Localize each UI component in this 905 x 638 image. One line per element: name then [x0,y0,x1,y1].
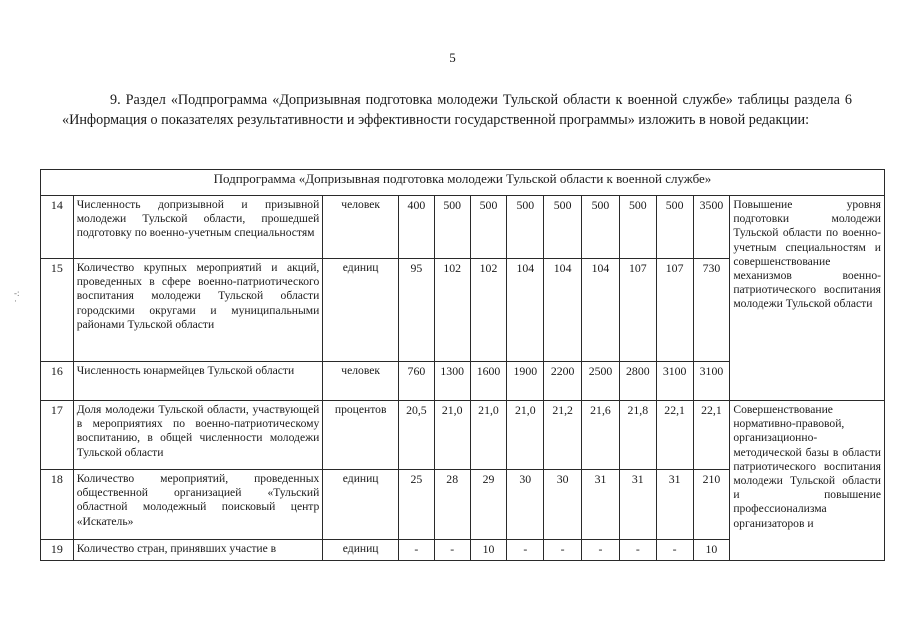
table-row [41,196,885,259]
indicator-value: 500 [582,196,620,259]
indicator-value: 25 [399,470,435,540]
indicator-value: 29 [470,470,507,540]
indicator-value: 730 [693,259,730,362]
indicator-name: Количество крупных мероприятий и акций, проведенных в сфере военно-патриотического воспитания молодежи Тульской области городскими округами и муниципальными районами Тульской области [73,259,323,362]
indicator-value: 500 [656,196,693,259]
expected-result: Совершенствование нормативно-правовой, организационно-методической базы в области патриотического воспитания молодежи Тульской области и повышение профессионализма организаторов и [730,401,885,561]
indicator-value: 20,5 [399,401,435,470]
indicator-name: Количество стран, принявших участие в [73,540,323,561]
table-row [41,401,885,470]
indicators-table [40,169,885,561]
indicator-value: 3100 [656,362,693,401]
indicator-unit: единиц [323,540,399,561]
indicator-value: - [507,540,544,561]
indicator-value: - [544,540,582,561]
indicator-value: - [434,540,470,561]
indicator-value: - [582,540,620,561]
indicator-value: 31 [619,470,656,540]
indicator-value: 104 [544,259,582,362]
indicator-value: 1900 [507,362,544,401]
expected-result: Повышение уровня подготовки молодежи Тульской области по военно-учетным специальностям и совершенствование механизмов военно-патриотического воспитания молодежи Тульской области [730,196,885,401]
indicator-name: Доля молодежи Тульской области, участвующей в мероприятиях по военно-патриотическому воспитанию, в общей численности молодежи Тульской области [73,401,323,470]
row-number: 14 [41,196,74,259]
row-number: 19 [41,540,74,561]
indicator-value: 28 [434,470,470,540]
indicator-value: 30 [544,470,582,540]
indicator-value: 21,0 [470,401,507,470]
page-number: 5 [449,50,456,65]
indicator-value: - [399,540,435,561]
indicator-value: 500 [470,196,507,259]
row-number: 18 [41,470,74,540]
row-number: 15 [41,259,74,362]
indicator-name: Численность юнармейцев Тульской области [73,362,323,401]
indicator-value: 21,8 [619,401,656,470]
indicator-value: 10 [470,540,507,561]
indicator-value: 22,1 [693,401,730,470]
indicator-value: 107 [656,259,693,362]
indicator-value: 2200 [544,362,582,401]
indicator-value: 31 [656,470,693,540]
indicator-unit: единиц [323,259,399,362]
indicator-value: 107 [619,259,656,362]
indicator-value: 3500 [693,196,730,259]
indicator-value: 95 [399,259,435,362]
indicator-value: 104 [507,259,544,362]
indicator-value: 102 [434,259,470,362]
indicator-value: 2500 [582,362,620,401]
indicator-value: 1300 [434,362,470,401]
indicator-unit: процентов [323,401,399,470]
indicator-value: 3100 [693,362,730,401]
indicator-value: 21,6 [582,401,620,470]
intro-paragraph: 9. Раздел «Подпрограмма «Допризывная подготовка молодежи Тульской области к военной службе» таблицы раздела 6 «Информация о показателях результативности и эффективности государственной программы» изложить в новой редакции: [62,92,852,128]
indicator-value: 30 [507,470,544,540]
indicator-value: 2800 [619,362,656,401]
indicator-value: 21,0 [507,401,544,470]
indicator-value: 1600 [470,362,507,401]
indicator-value: 500 [544,196,582,259]
indicator-name: Численность допризывной и призывной молодежи Тульской области, прошедшей подготовку по военно-учетным специальностям [73,196,323,259]
indicator-value: 10 [693,540,730,561]
indicator-value: 21,2 [544,401,582,470]
indicator-value: 22,1 [656,401,693,470]
indicator-value: 760 [399,362,435,401]
row-number: 17 [41,401,74,470]
margin-mark: -: · [14,288,20,306]
indicator-value: 500 [507,196,544,259]
indicator-value: 102 [470,259,507,362]
indicator-unit: человек [323,362,399,401]
indicator-value: 21,0 [434,401,470,470]
indicator-value: - [619,540,656,561]
indicator-value: 500 [434,196,470,259]
indicator-name: Количество мероприятий, проведенных общественной организацией «Тульский областной молодежный поисковый центр «Искатель» [73,470,323,540]
indicator-value: 400 [399,196,435,259]
indicator-value: 210 [693,470,730,540]
indicator-value: 500 [619,196,656,259]
indicator-value: - [656,540,693,561]
row-number: 16 [41,362,74,401]
indicator-unit: единиц [323,470,399,540]
indicator-value: 104 [582,259,620,362]
indicator-value: 31 [582,470,620,540]
indicator-unit: человек [323,196,399,259]
section-title: Подпрограмма «Допризывная подготовка молодежи Тульской области к военной службе» [41,170,885,196]
